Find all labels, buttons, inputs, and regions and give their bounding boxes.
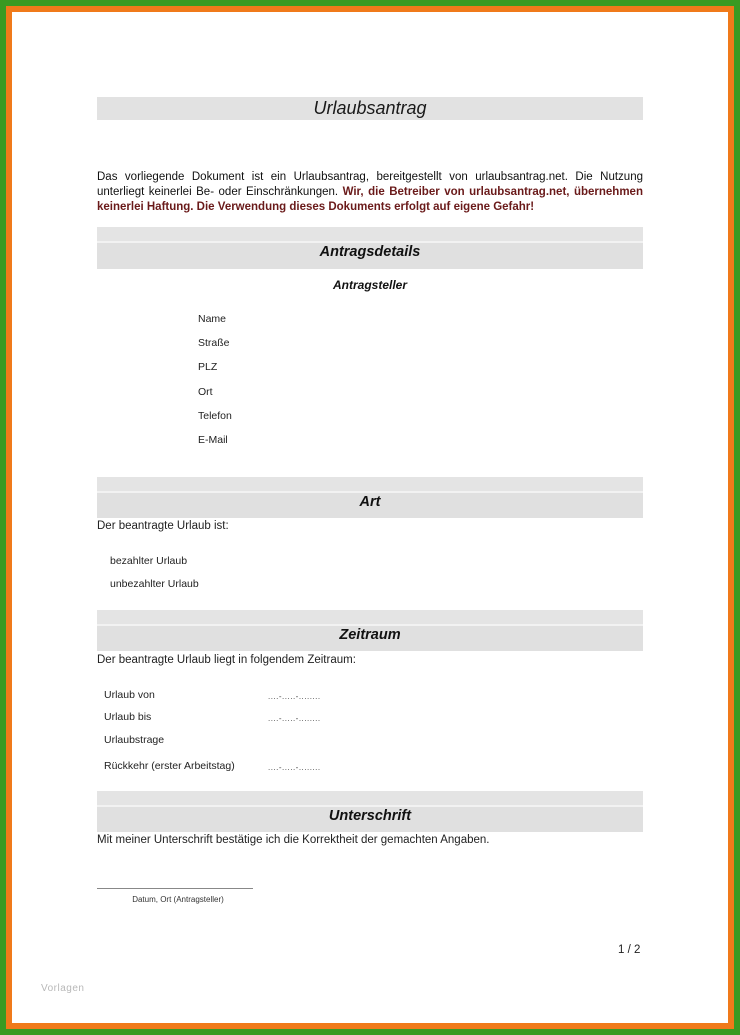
zeitraum-date-placeholder: ....-.....-........ [268, 692, 321, 701]
field-label: Ort [198, 386, 213, 398]
section-art [97, 477, 643, 518]
field-label: Name [198, 313, 227, 325]
zeitraum-label: Urlaub von [104, 689, 155, 701]
option-bezahlter-urlaub: bezahlter Urlaub [110, 555, 188, 567]
intro-warning: Wir, die Betreiber von urlaubsantrag.net, übernehmen keinerlei Haftung. Die Verwendung dieses Dokuments erfolgt auf eigene Gefahr! [97, 186, 643, 213]
signature-caption: Datum, Ort (Antragsteller) [132, 895, 224, 904]
zeitraum-label: Urlaub bis [104, 711, 152, 723]
page-number: 1 / 2 [618, 944, 641, 956]
watermark: Vorlagen [41, 983, 85, 994]
field-label: Straße [198, 337, 230, 349]
section-zeitraum [97, 610, 643, 651]
title-bar [97, 97, 643, 120]
section-heading-zeitraum: Zeitraum [339, 627, 401, 643]
field-label: E-Mail [198, 434, 228, 446]
section-unterschrift [97, 791, 643, 832]
document-page [12, 12, 728, 1023]
field-label: PLZ [198, 361, 218, 373]
zeitraum-label: Rückkehr (erster Arbeitstag) [104, 760, 235, 772]
art-text: Der beantragte Urlaub ist: [97, 520, 229, 532]
unterschrift-text: Mit meiner Unterschrift bestätige ich die Korrektheit der gemachten Angaben. [97, 834, 490, 846]
section-heading-unterschrift: Unterschrift [328, 808, 412, 824]
section-heading-art: Art [359, 494, 381, 510]
zeitraum-date-placeholder: ....-.....-........ [268, 714, 321, 723]
intro-text: Das vorliegende Dokument ist ein Urlaubsantrag, bereitgestellt von urlaubsantrag.net. Die Nutzung unterliegt keinerlei Be- oder Einschränkungen. [97, 171, 643, 198]
subheading-antragsteller: Antragsteller [332, 278, 408, 292]
zeitraum-date-placeholder: ....-.....-........ [268, 763, 321, 772]
option-unbezahlter-urlaub: unbezahlter Urlaub [110, 578, 199, 590]
section-heading-antragsdetails: Antragsdetails [319, 244, 421, 260]
section-antragsdetails [97, 227, 643, 269]
zeitraum-label: Urlaubstrage [104, 734, 165, 746]
field-label: Telefon [198, 410, 232, 422]
zeitraum-text: Der beantragte Urlaub liegt in folgendem Zeitraum: [97, 654, 356, 666]
intro-paragraph [97, 170, 643, 215]
document-title: Urlaubsantrag [313, 98, 427, 118]
signature-line [97, 888, 253, 889]
